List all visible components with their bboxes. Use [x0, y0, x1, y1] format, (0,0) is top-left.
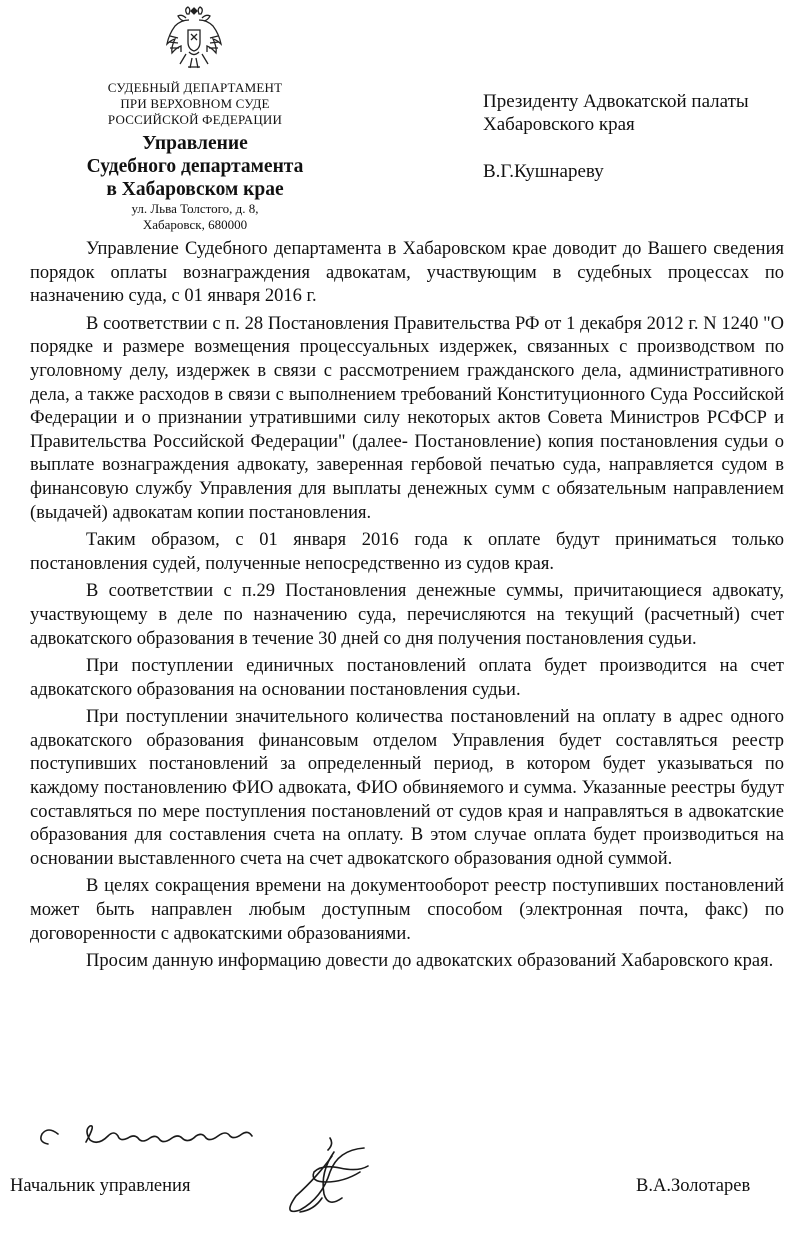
body-paragraph: Управление Судебного департамента в Хабаровском крае доводит до Вашего сведения порядок оплаты вознаграждения адвокатам, участвующим в судебных процессах по назначению суда, с 01 января 2016 г. — [30, 239, 784, 307]
sender-dept-line: Управление — [142, 133, 248, 154]
sender-address-line: ул. Льва Толстого, д. 8, — [131, 201, 259, 216]
recipient-name: В.Г.Кушнареву — [483, 161, 604, 182]
sender-org-line: ПРИ ВЕРХОВНОМ СУДЕ — [120, 96, 270, 111]
body-paragraph: При поступлении единичных постановлений оплата будет производится на счет адвокатского образования на основании постановления судьи. — [30, 656, 784, 700]
sender-block — [60, 80, 330, 233]
sender-org-line: РОССИЙСКОЙ ФЕДЕРАЦИИ — [107, 112, 283, 127]
sender-dept-line: в Хабаровском крае — [106, 179, 284, 200]
coat-of-arms-icon — [164, 4, 224, 72]
body-paragraph: Таким образом, с 01 января 2016 года к оплате будут приниматься только постановления судей, полученные непосредственно из судов края. — [30, 530, 784, 574]
signatory-position: Начальник управления — [10, 1176, 191, 1196]
body-paragraph: При поступлении значительного количества постановлений на оплату в адрес одного адвокатского образования финансовым отделом Управления будет составляться реестр поступивших постановлений за определенный период, в котором будет указываться по каждому постановлению ФИО адвоката, ФИО обвиняемого и сумма. Указанные реестры будут составляться по мере поступления постановлений от судов края и направляться в адвокатские образования для составления счета на оплату. В этом случае оплата будет производиться на основании выставленного счета на счет адвокатского образования одной суммой. — [30, 707, 784, 869]
recipient-line: Президенту Адвокатской палаты — [483, 91, 749, 112]
handwritten-signature — [30, 1112, 370, 1224]
sender-dept-line: Судебного департамента — [86, 156, 304, 177]
recipient-block — [483, 90, 749, 183]
body-paragraph: В соответствии с п. 28 Постановления Правительства РФ от 1 декабря 2012 г. N 1240 "О порядке и размере возмещения процессуальных издержек, связанных с производством по уголовному делу, издержек в связи с рассмотрением гражданского дела, административного дела, а также расходов в связи с выполнением требований Конституционного Суда Российской Федерации и о признании утратившими силу некоторых актов Совета Министров РСФСР и Правительства Российской Федерации" (далее- Постановление) копия постановления судьи о выплате вознаграждения адвокату, заверенная гербовой печатью суда, направляется судом в финансовую службу Управления для выплаты денежных сумм с обязательным направлением (выдачей) адвокатам копии постановления. — [30, 313, 784, 523]
recipient-line: Хабаровского края — [483, 114, 635, 135]
letter-body — [30, 238, 784, 974]
body-paragraph: В соответствии с п.29 Постановления денежные суммы, причитающиеся адвокату, участвующему в деле по назначению суда, перечисляются на текущий (расчетный) счет адвокатского образования в течение 30 дней со дня получения постановления судьи. — [30, 581, 784, 649]
body-paragraph: В целях сокращения времени на документооборот реестр поступивших постановлений может быть направлен любым доступным способом (электронная почта, факс) по договоренности с адвокатскими образованиями. — [30, 876, 784, 944]
body-paragraph: Просим данную информацию довести до адвокатских образований Хабаровского края. — [86, 951, 774, 972]
signatory-name: В.А.Золотарев — [636, 1176, 751, 1196]
sender-address-line: Хабаровск, 680000 — [142, 217, 248, 232]
sender-org-line: СУДЕБНЫЙ ДЕПАРТАМЕНТ — [107, 80, 283, 95]
